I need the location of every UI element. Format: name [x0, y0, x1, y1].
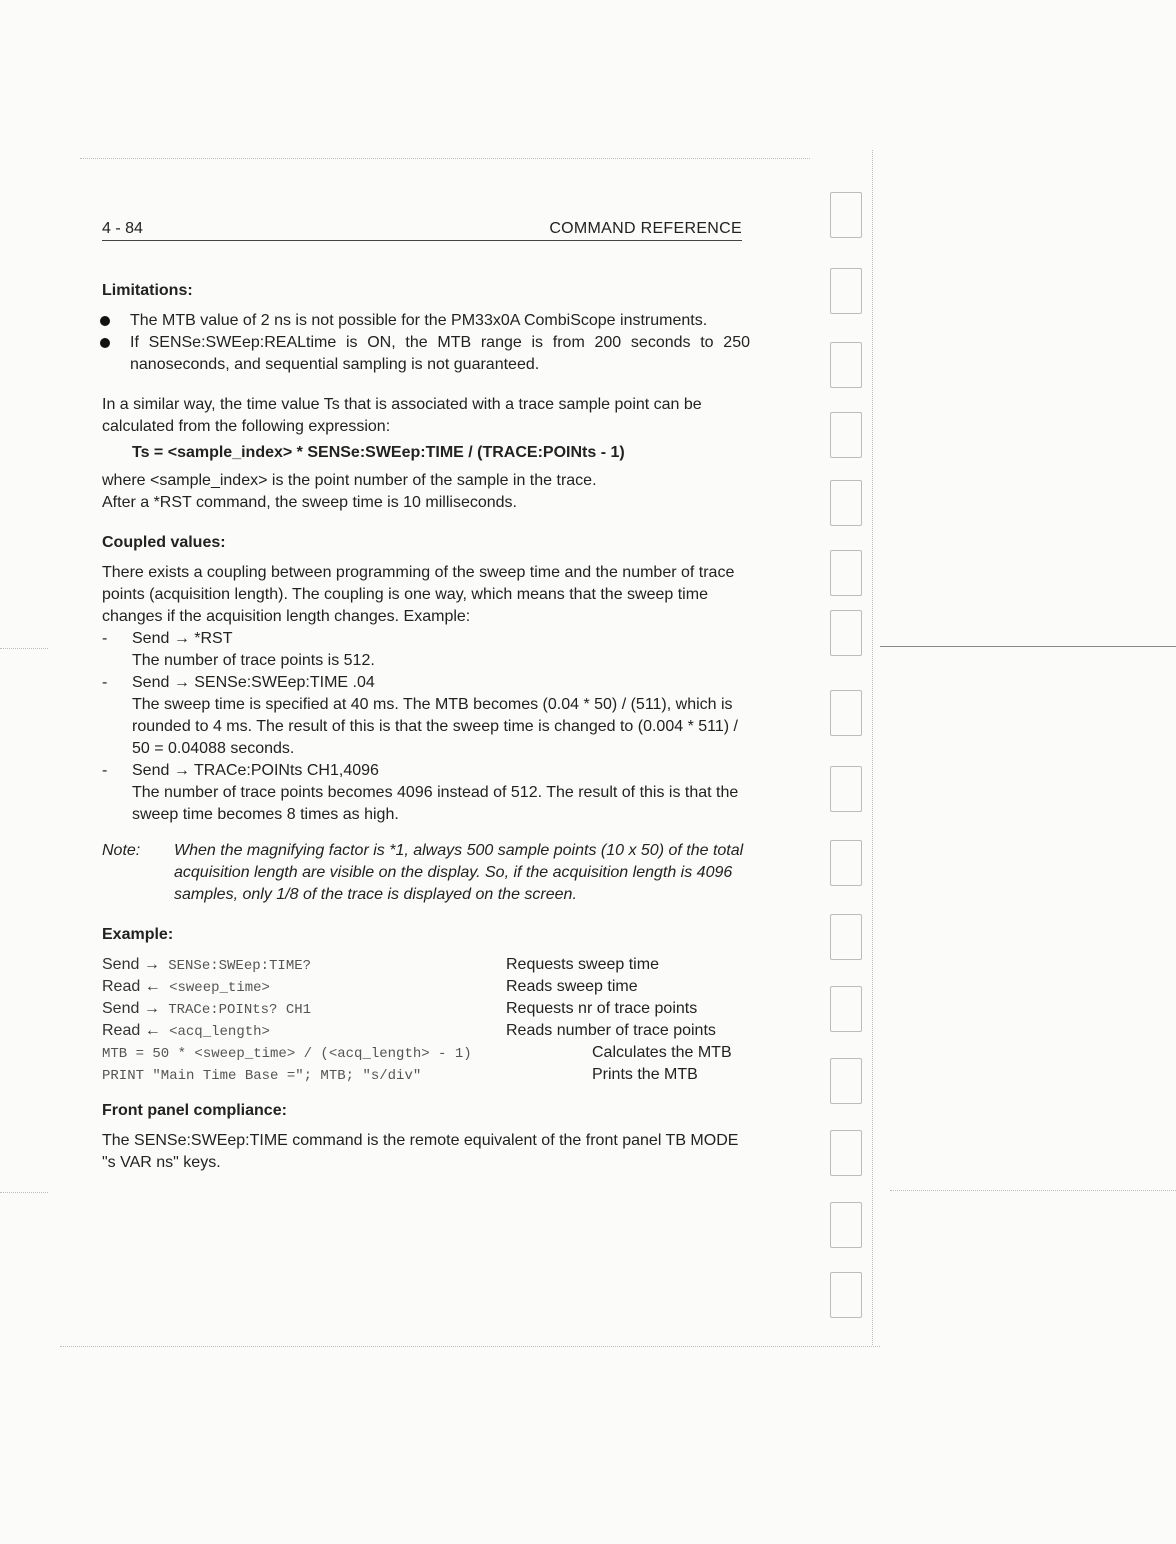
example-code: Read ← <sweep_time>	[102, 978, 270, 996]
index-tab	[830, 550, 862, 596]
index-tab	[830, 840, 862, 886]
coupled-heading: Coupled values:	[102, 534, 226, 551]
page-header	[102, 218, 742, 241]
page-number: 4 - 84	[102, 220, 143, 237]
step-result: The number of trace points is 512.	[132, 652, 375, 669]
tab-strip-edge	[872, 150, 873, 1345]
scan-artifact-line	[80, 158, 810, 159]
limitation-text: The MTB value of 2 ns is not possible for the PM33x0A CombiScope instruments.	[130, 312, 708, 329]
rst-line: After a *RST command, the sweep time is 10 milliseconds.	[102, 494, 517, 511]
dash-marker: -	[102, 630, 108, 647]
formula: Ts = <sample_index> * SENSe:SWEep:TIME / (TRACE:POINts - 1)	[132, 444, 625, 461]
step-command: Send → *RST	[132, 630, 233, 647]
scan-artifact-line	[60, 1346, 880, 1347]
example-code: MTB = 50 * <sweep_time> / (<acq_length> - 1)	[102, 1046, 472, 1062]
bullet-icon	[100, 316, 110, 326]
index-tab	[830, 610, 862, 656]
index-tab	[830, 1130, 862, 1176]
example-code: Send → SENSe:SWEep:TIME?	[102, 956, 312, 974]
list-item	[102, 760, 750, 826]
note-text: When the magnifying factor is *1, always 500 sample points (10 x 50) of the total acquisition length are visible on the display. So, if the acquisition length is 4096 samples, only 1/8 of the trace is displayed on the screen.	[174, 842, 744, 903]
bullet-icon	[100, 338, 110, 348]
list-item	[102, 332, 750, 376]
index-tab	[830, 1272, 862, 1318]
dash-marker: -	[102, 674, 108, 691]
note-label: Note:	[102, 842, 141, 859]
limitations-list	[102, 310, 750, 376]
table-row	[102, 976, 750, 998]
index-tab	[830, 268, 862, 314]
index-tab	[830, 480, 862, 526]
limitations-heading: Limitations:	[102, 282, 193, 299]
running-head: COMMAND REFERENCE	[549, 220, 742, 237]
list-item	[102, 310, 750, 332]
scan-artifact-line	[890, 1190, 1176, 1191]
step-result: The sweep time is specified at 40 ms. The MTB becomes (0.04 * 50) / (511), which is rounded to 4 ms. The result of this is that the sweep time is changed to (0.004 * 511) / 50 = 0.04088 seconds.	[132, 696, 738, 757]
index-tab-strip	[822, 150, 892, 1345]
coupled-steps	[102, 628, 750, 826]
intro-paragraph: In a similar way, the time value Ts that is associated with a trace sample point can be calculated from the following expression:	[102, 396, 702, 435]
list-item	[102, 628, 750, 672]
example-explanation: Requests sweep time	[506, 956, 659, 973]
table-row	[102, 1020, 750, 1042]
scan-artifact-line	[0, 1192, 48, 1193]
index-tab	[830, 1202, 862, 1248]
compliance-paragraph: The SENSe:SWEep:TIME command is the remote equivalent of the front panel TB MODE "s VAR ns" keys.	[102, 1132, 739, 1171]
example-explanation: Prints the MTB	[592, 1066, 698, 1083]
index-tab	[830, 342, 862, 388]
example-code: Send → TRACe:POINts? CH1	[102, 1000, 312, 1018]
table-row	[102, 954, 750, 976]
table-row	[102, 998, 750, 1020]
example-heading: Example:	[102, 926, 174, 943]
scan-artifact-line	[0, 648, 48, 649]
dash-marker: -	[102, 762, 108, 779]
compliance-heading: Front panel compliance:	[102, 1102, 287, 1119]
table-row	[102, 1042, 750, 1064]
example-explanation: Reads number of trace points	[506, 1022, 716, 1039]
where-line: where <sample_index> is the point number of the sample in the trace.	[102, 472, 597, 489]
list-item	[102, 672, 750, 760]
index-tab	[830, 192, 862, 238]
note-block	[102, 840, 750, 906]
example-explanation: Calculates the MTB	[592, 1044, 732, 1061]
limitation-text: If SENSe:SWEep:REALtime is ON, the MTB range is from 200 seconds to 250 nanoseconds, and sequential sampling is not guaranteed.	[130, 334, 750, 373]
index-tab	[830, 766, 862, 812]
step-command: Send → SENSe:SWEep:TIME .04	[132, 674, 375, 691]
index-tab	[830, 986, 862, 1032]
example-code: Read ← <acq_length>	[102, 1022, 270, 1040]
table-row	[102, 1064, 750, 1086]
index-tab	[830, 690, 862, 736]
example-table	[102, 954, 750, 1086]
scan-artifact-line	[880, 646, 1176, 647]
index-tab	[830, 914, 862, 960]
index-tab	[830, 412, 862, 458]
example-explanation: Reads sweep time	[506, 978, 638, 995]
step-command: Send → TRACe:POINts CH1,4096	[132, 762, 379, 779]
main-content	[102, 280, 750, 1174]
step-result: The number of trace points becomes 4096 instead of 512. The result of this is that the sweep time becomes 8 times as high.	[132, 784, 739, 823]
example-code: PRINT "Main Time Base ="; MTB; "s/div"	[102, 1068, 422, 1084]
example-explanation: Requests nr of trace points	[506, 1000, 698, 1017]
index-tab	[830, 1058, 862, 1104]
coupled-paragraph: There exists a coupling between programming of the sweep time and the number of trace points (acquisition length). The coupling is one way, which means that the sweep time changes if the acquisition length changes. Example:	[102, 564, 735, 625]
